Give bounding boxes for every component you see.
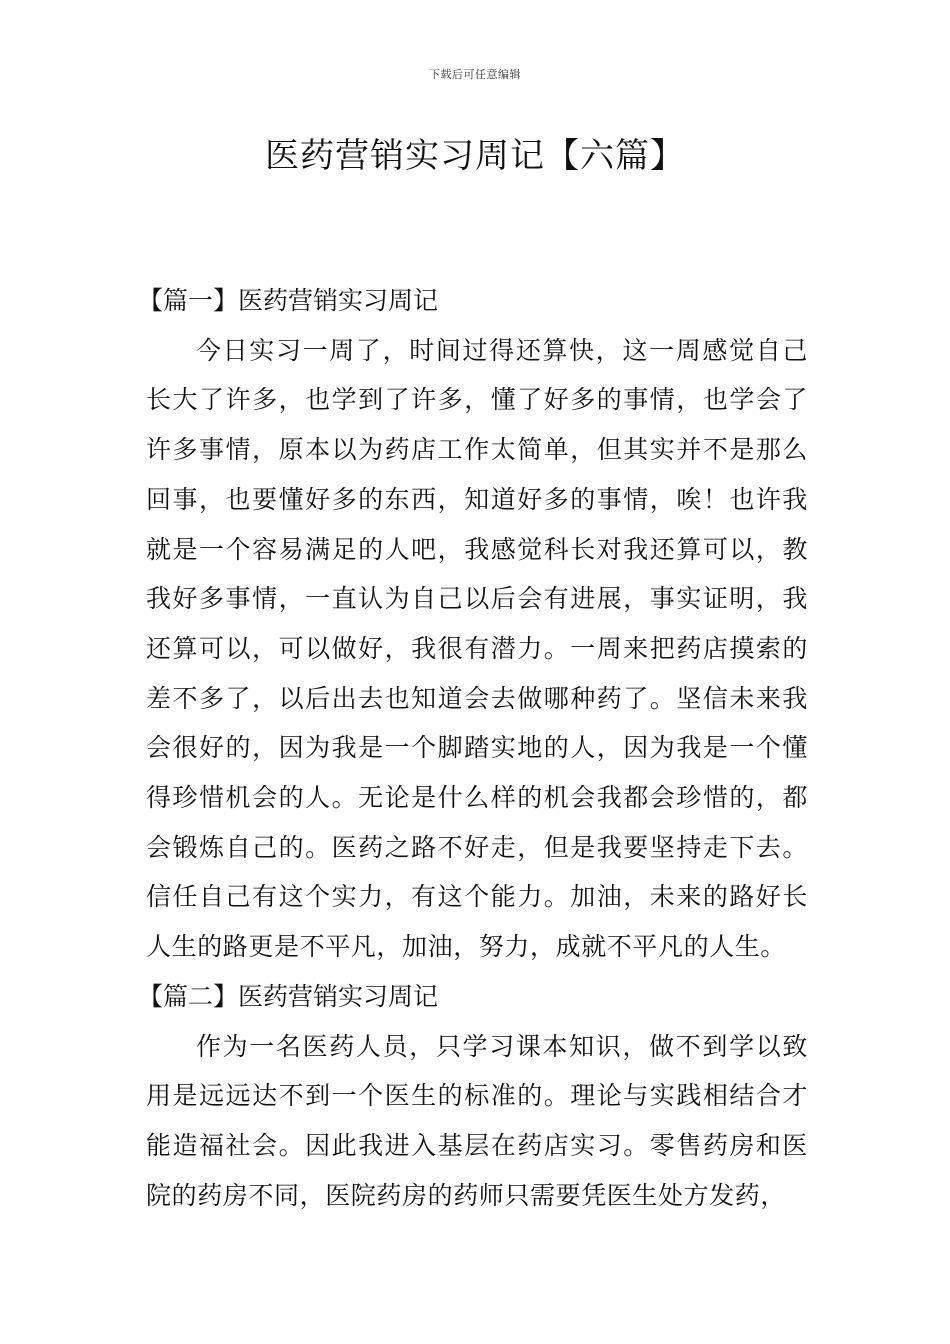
section-heading-1: 【篇一】医药营销实习周记	[138, 286, 439, 315]
document-title: 医药营销实习周记【六篇】	[265, 136, 685, 176]
section-paragraph-2: 作为一名医药人员，只学习课本知识，做不到学以致用是远远达不到一个医生的标准的。理论与实践相结合才能造福社会。因此我进入基层在药店实习。零售药房和医院的药房不同，医院药房的药师只需要凭医生处方发药，	[146, 1031, 808, 1210]
section-paragraph-1: 今日实习一周了，时间过得还算快，这一周感觉自己长大了许多，也学到了许多，懂了好多的事情，也学会了许多事情，原本以为药店工作太简单，但其实并不是那么回事，也要懂好多的东西，知道好多的事情，唉！也许我就是一个容易满足的人吧，我感觉科长对我还算可以，教我好多事情，一直认为自己以后会有进展，事实证明，我还算可以，可以做好，我很有潜力。一周来把药店摸索的差不多了，以后出去也知道会去做哪种药了。坚信未来我会很好的，因为我是一个脚踏实地的人，因为我是一个懂得珍惜机会的人。无论是什么样的机会我都会珍惜的，都会锻炼自己的。医药之路不好走，但是我要坚持走下去。信任自己有这个实力，有这个能力。加油，未来的路好长人生的路更是不平凡，加油，努力，成就不平凡的人生。	[146, 335, 808, 962]
header-note: 下载后可任意编辑	[429, 68, 521, 81]
document-body	[138, 276, 808, 1220]
section-heading-2: 【篇二】医药营销实习周记	[138, 981, 439, 1011]
